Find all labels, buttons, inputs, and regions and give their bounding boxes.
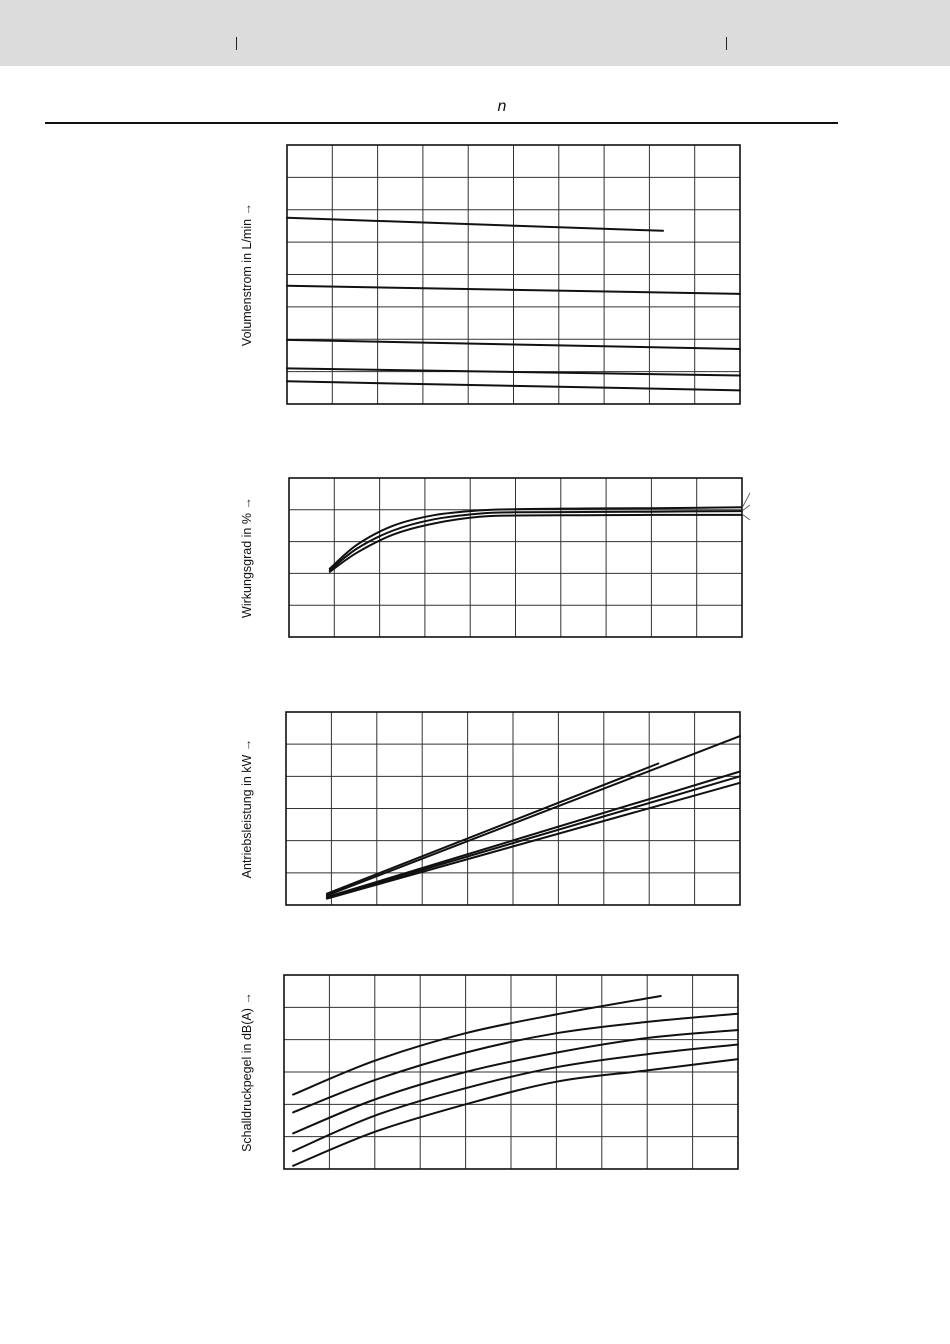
efficiency-pointer-stroke-3 [742,514,750,520]
efficiency-chart [240,478,750,637]
flow-rate-y-axis-label: Volumenstrom in L/min → [240,202,254,347]
flow-rate-chart [240,145,740,404]
efficiency-series-line-1 [330,507,742,568]
sound-pressure-y-axis-label: Schalldruckpegel in dB(A) → [240,992,254,1152]
drive-power-series-line-4 [327,776,740,898]
efficiency-y-axis-label: Wirkungsgrad in % → [240,497,254,618]
sound-pressure-series-line-2 [293,1014,738,1113]
efficiency-series-line-3 [330,515,742,572]
drive-power-series-line-3 [327,772,740,898]
flow-rate-series-line-1 [287,218,663,231]
sound-pressure-series-line-3 [293,1030,738,1133]
sound-pressure-chart [240,975,738,1169]
drive-power-chart [240,712,740,905]
speed-variable-label: n [497,98,507,115]
efficiency-series-line-2 [330,511,742,570]
drive-power-y-axis-label: Antriebsleistung in kW → [240,738,254,879]
drive-power-series-line-2 [327,736,740,895]
sound-pressure-series-line-1 [293,996,661,1095]
